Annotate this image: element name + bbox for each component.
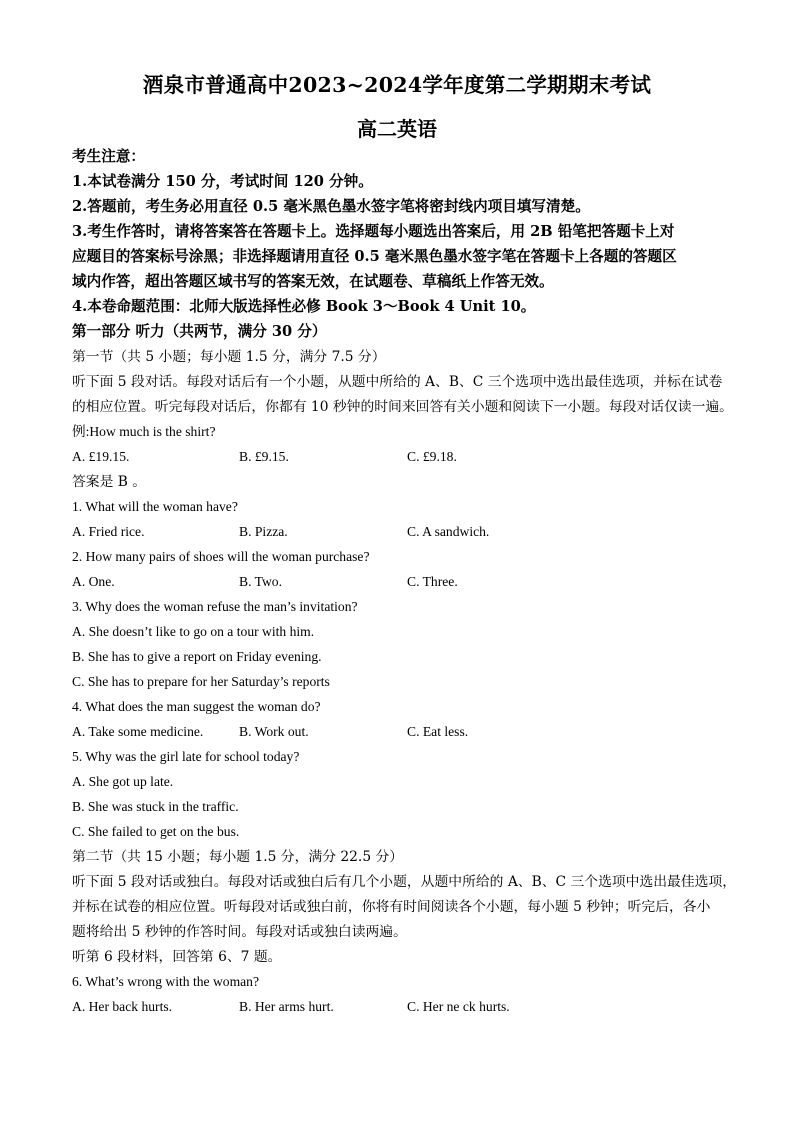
section-instructions: 的相应位置。听完每段对话后，你都有 10 秒钟的时间来回答有关小题和阅读下一小题。每段对话仅读一遍。 [72, 399, 733, 415]
option-c: C. Her ne ck hurts. [407, 999, 510, 1014]
section-instructions: 并标在试卷的相应位置。听每段对话或独白前，你将有时间阅读各个小题，每小题 5 秒钟；听完后，各小 [72, 899, 711, 915]
option-b: B. Pizza. [239, 524, 288, 539]
option-c: C. £9.18. [407, 449, 457, 464]
exam-subtitle: 高二英语 [357, 117, 437, 141]
notice-item: 应题目的答案标号涂黑；非选择题请用直径 0.5 毫米黑色墨水签字笔在答题卡上各题的答题区 [72, 248, 677, 265]
option-b: B. Work out. [239, 724, 309, 739]
option-b: B. Two. [239, 574, 282, 589]
option-a: A. She doesn’t like to go on a tour with him. [72, 624, 315, 639]
notice-item: 4.本卷命题范围：北师大版选择性必修 Book 3～Book 4 Unit 10。 [72, 298, 536, 315]
question: 4. What does the man suggest the woman do? [72, 699, 321, 714]
notice-heading: 考生注意： [72, 148, 145, 165]
notice-item: 1.本试卷满分 150 分，考试时间 120 分钟。 [72, 173, 373, 190]
option-a: A. One. [72, 574, 115, 589]
question: 2. How many pairs of shoes will the woman purchase? [72, 549, 370, 564]
section-instructions: 听下面 5 段对话或独白。每段对话或独白后有几个小题，从题中所给的 A、B、C 三个选项中选出最佳选项， [72, 874, 737, 890]
option-a: A. £19.15. [72, 449, 130, 464]
option-c: C. She failed to get on the bus. [72, 824, 240, 839]
notice-item: 3.考生作答时，请将答案答在答题卡上。选择题每小题选出答案后，用 2B 铅笔把答题卡上对 [72, 223, 675, 240]
question: 1. What will the woman have? [72, 499, 238, 514]
material-prompt: 听第 6 段材料，回答第 6、7 题。 [72, 949, 282, 965]
option-c: C. Three. [407, 574, 458, 589]
option-c: C. Eat less. [407, 724, 469, 739]
question: 5. Why was the girl late for school today? [72, 749, 300, 764]
option-b: B. She has to give a report on Friday evening. [72, 649, 322, 664]
section-instructions: 题将给出 5 秒钟的作答时间。每段对话或独白读两遍。 [72, 924, 407, 940]
option-b: B. Her arms hurt. [239, 999, 334, 1014]
exam-title: 酒泉市普通高中2023~2024学年度第二学期期末考试 [142, 73, 652, 97]
notice-item: 2.答题前，考生务必用直径 0.5 毫米黑色墨水签字笔将密封线内项目填写清楚。 [72, 198, 590, 215]
option-a: A. Her back hurts. [72, 999, 173, 1014]
section-title: 第一节（共 5 小题；每小题 1.5 分，满分 7.5 分） [72, 349, 386, 365]
option-a: A. Take some medicine. [72, 724, 204, 739]
section-instructions: 听下面 5 段对话。每段对话后有一个小题，从题中所给的 A、B、C 三个选项中选出最佳选项，并标在试卷 [72, 374, 723, 390]
option-c: C. She has to prepare for her Saturday’s reports [72, 674, 330, 689]
question: 6. What’s wrong with the woman? [72, 974, 260, 989]
option-a: A. Fried rice. [72, 524, 145, 539]
section-title: 第二节（共 15 小题；每小题 1.5 分，满分 22.5 分） [72, 849, 404, 865]
option-c: C. A sandwich. [407, 524, 490, 539]
option-a: A. She got up late. [72, 774, 174, 789]
option-b: B. £9.15. [239, 449, 289, 464]
example-question: 例:How much is the shirt? [72, 424, 216, 439]
part-title: 第一部分 听力（共两节，满分 30 分） [72, 323, 327, 340]
option-b: B. She was stuck in the traffic. [72, 799, 239, 814]
notice-item: 域内作答，超出答题区域书写的答案无效，在试题卷、草稿纸上作答无效。 [72, 273, 554, 290]
example-answer: 答案是 B 。 [72, 474, 147, 490]
question: 3. Why does the woman refuse the man’s invitation? [72, 599, 358, 614]
